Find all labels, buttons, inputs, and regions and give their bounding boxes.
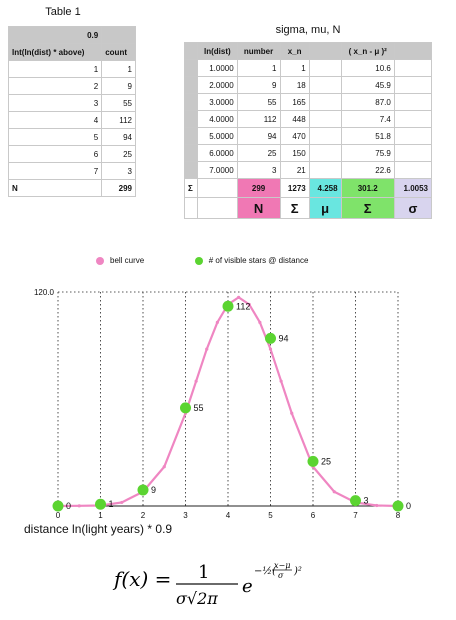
table2-title: sigma, mu, N [275, 24, 341, 36]
bell-curve-point [269, 347, 272, 350]
total-label: N [9, 180, 102, 197]
table2 [184, 42, 432, 219]
sum-sq[interactable]: 301.2 [341, 179, 394, 198]
param-cell[interactable]: 0.9 [9, 27, 102, 44]
bell-curve-point [205, 347, 208, 350]
bell-curve-point [195, 380, 198, 383]
bell-curve-point [290, 412, 293, 415]
col-header: number [237, 43, 280, 60]
total-value[interactable]: 299 [102, 180, 136, 197]
green-dot-icon [195, 257, 203, 265]
table-row: 1.0000 1 1 10.6 [185, 60, 432, 77]
bell-curve-chart [0, 276, 456, 526]
table-row: 6.0000 25 150 75.9 [185, 145, 432, 162]
mu-value[interactable]: 4.258 [309, 179, 341, 198]
bell-curve-point [216, 321, 219, 324]
table-row: 2.0000 9 18 45.9 [185, 77, 432, 94]
bell-curve-point [280, 380, 283, 383]
legend-item-bell[interactable]: bell curve [96, 256, 146, 265]
table1-title: Table 1 [45, 6, 81, 18]
sigma-symbol: Σ [185, 179, 198, 198]
table-row: 3.0000 55 165 87.0 [185, 94, 432, 111]
table-row: 4 112 [9, 112, 136, 129]
star-count-point [138, 484, 149, 495]
table1 [8, 26, 136, 197]
col-header: Int(ln(dist) * above) [9, 44, 102, 61]
col-header: count [102, 44, 136, 61]
svg-text:σ: σ [278, 571, 284, 580]
sum-n[interactable]: 299 [237, 179, 280, 198]
pink-dot-icon [96, 257, 104, 265]
x-tick-label: 1 [98, 511, 103, 520]
svg-text:)²: )² [294, 566, 302, 577]
col-header: x_n [280, 43, 309, 60]
x-tick-label: 7 [353, 511, 358, 520]
data-label: 25 [321, 456, 332, 467]
table-row: 7.0000 3 21 22.6 [185, 162, 432, 179]
svg-text:x−μ: x−μ [274, 561, 291, 570]
symbol-mu: μ [309, 198, 341, 219]
symbol-row [185, 198, 432, 219]
table-row: 5 94 [9, 129, 136, 146]
data-label: 3 [363, 495, 369, 506]
bell-curve-point [375, 504, 378, 507]
svg-text:1: 1 [198, 562, 210, 583]
bell-curve-point [333, 490, 336, 493]
table-row: 2 9 [9, 78, 136, 95]
svg-text:σ√2π: σ√2π [176, 589, 218, 608]
svg-text:e: e [242, 576, 253, 597]
chart-legend [96, 256, 308, 265]
star-count-point [95, 499, 106, 510]
bell-curve-point [258, 321, 261, 324]
table-row: 1 1 [9, 61, 136, 78]
data-label: 1 [108, 499, 114, 510]
star-count-point [180, 402, 191, 413]
data-label: 9 [151, 484, 157, 495]
x-tick-label: 5 [268, 511, 273, 520]
table-row: 7 3 [9, 163, 136, 180]
bell-curve-point [163, 465, 166, 468]
col-header [394, 43, 431, 60]
svg-text:f(x) =: f(x) = [114, 567, 172, 591]
x-tick-label: 0 [55, 511, 61, 520]
x-tick-label: 2 [140, 511, 146, 520]
data-label: 0 [66, 501, 72, 511]
y-tick-label: 120.0 [33, 288, 54, 297]
sum-xn[interactable]: 1273 [280, 179, 309, 198]
star-count-point [265, 333, 276, 344]
data-label: 0 [406, 501, 412, 511]
table-row: 6 25 [9, 146, 136, 163]
star-count-point [308, 456, 319, 467]
col-header [309, 43, 341, 60]
normal-distribution-formula [112, 552, 352, 608]
col-header: ( x_n - μ )² [341, 43, 394, 60]
data-label: 112 [236, 301, 251, 312]
star-count-point [223, 301, 234, 312]
total-row [9, 180, 136, 197]
bell-curve-point [237, 296, 240, 299]
x-tick-label: 6 [310, 511, 316, 520]
legend-item-stars[interactable]: # of visible stars @ distance [195, 256, 309, 265]
svg-text:−½(: −½( [254, 566, 276, 577]
col-header: ln(dist) [198, 43, 238, 60]
data-label: 94 [278, 333, 289, 344]
star-count-point [350, 495, 361, 506]
sigma-value[interactable]: 1.0053 [394, 179, 431, 198]
data-label: 55 [193, 402, 204, 413]
bell-curve-point [78, 504, 81, 507]
symbol-n: N [237, 198, 280, 219]
table-row: 4.0000 112 448 7.4 [185, 111, 432, 128]
symbol-sum: Σ [280, 198, 309, 219]
sum-row [185, 179, 432, 198]
x-tick-label: 8 [395, 511, 401, 520]
x-axis-title: distance ln(light years) * 0.9 [24, 522, 173, 536]
table-row: 5.0000 94 470 51.8 [185, 128, 432, 145]
symbol-sum-sq: Σ [341, 198, 394, 219]
bell-curve-point [120, 501, 123, 504]
table-row: 3 55 [9, 95, 136, 112]
x-tick-label: 3 [183, 511, 188, 520]
x-tick-label: 4 [225, 511, 231, 520]
symbol-sigma: σ [394, 198, 431, 219]
star-count-point [53, 501, 64, 512]
star-count-point [393, 501, 404, 512]
